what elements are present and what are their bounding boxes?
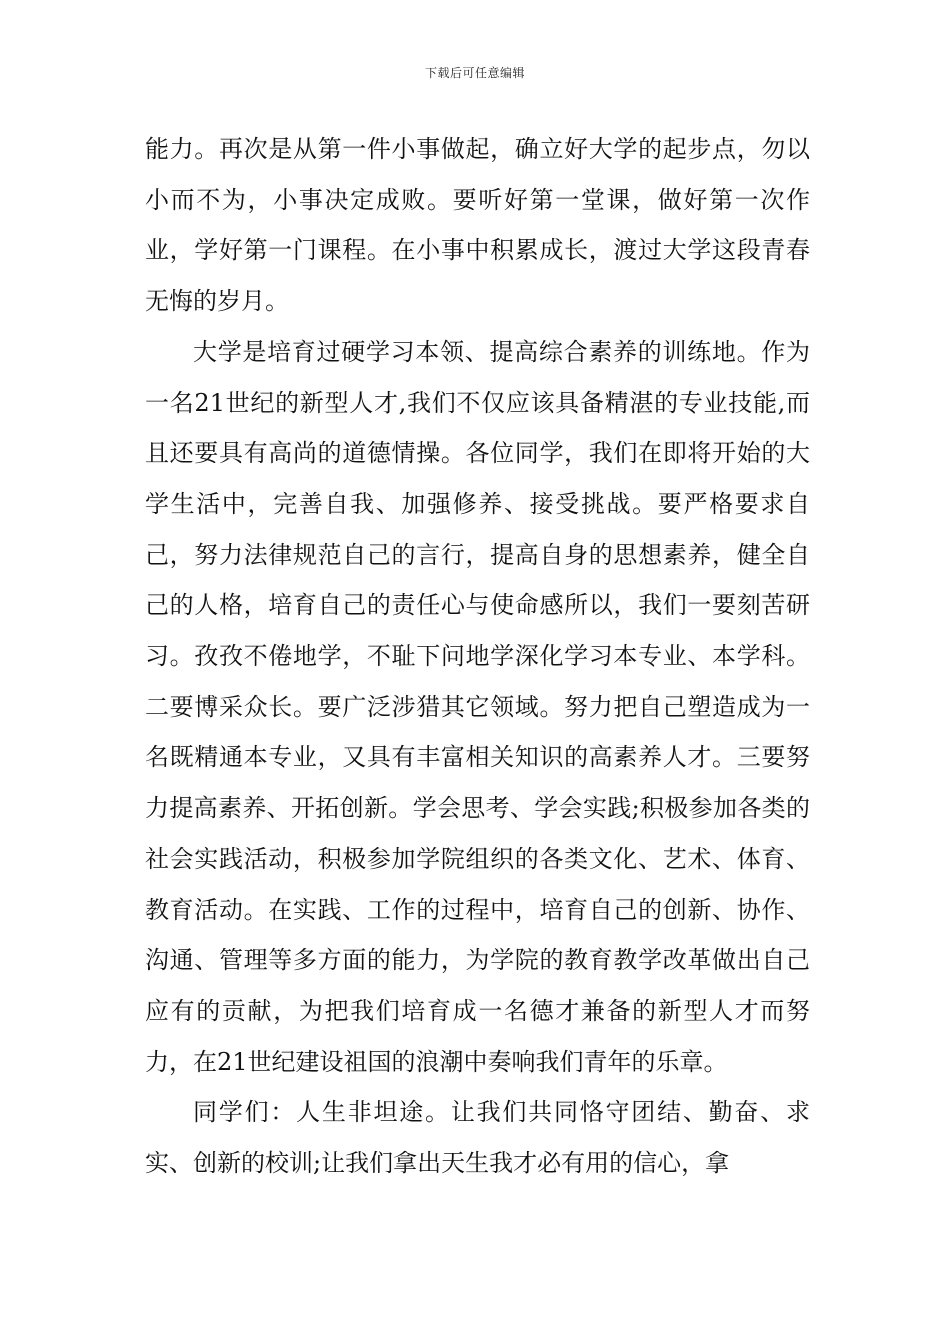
- paragraph-2: 大学是培育过硬学习本领、提高综合素养的训练地。作为一名21世纪的新型人才,我们不仅应该具备精湛的专业技能,而且还要具有高尚的道德情操。各位同学，我们在即将开始的大学生活中，完善自我、加强修养、接受挑战。要严格要求自己，努力法律规范自己的言行，提高自身的思想素养，健全自己的人格，培育自己的责任心与使命感所以，我们一要刻苦研习。孜孜不倦地学，不耻下问地学深化学习本专业、本学科。二要博采众长。要广泛涉猎其它领域。努力把自己塑造成为一名既精通本专业，又具有丰富相关知识的高素养人才。三要努力提高素养、开拓创新。学会思考、学会实践;积极参加各类的社会实践活动，积极参加学院组织的各类文化、艺术、体育、教育活动。在实践、工作的过程中，培育自己的创新、协作、沟通、管理等多方面的能力，为学院的教育教学改革做出自己应有的贡献，为把我们培育成一名德才兼备的新型人才而努力，在21世纪建设祖国的浪潮中奏响我们青年的乐章。: [145, 337, 810, 1076]
- page-header: 下载后可任意编辑: [424, 66, 525, 80]
- paragraph-3: 同学们：人生非坦途。让我们共同恪守团结、勤奋、求实、创新的校训;让我们拿出天生我才必有用的信心，拿: [145, 1098, 810, 1178]
- document-body: [145, 124, 810, 1189]
- paragraph-1: 能力。再次是从第一件小事做起，确立好大学的起步点，勿以小而不为，小事决定成败。要听好第一堂课，做好第一次作业，学好第一门课程。在小事中积累成长，渡过大学这段青春无悔的岁月。: [145, 135, 810, 316]
